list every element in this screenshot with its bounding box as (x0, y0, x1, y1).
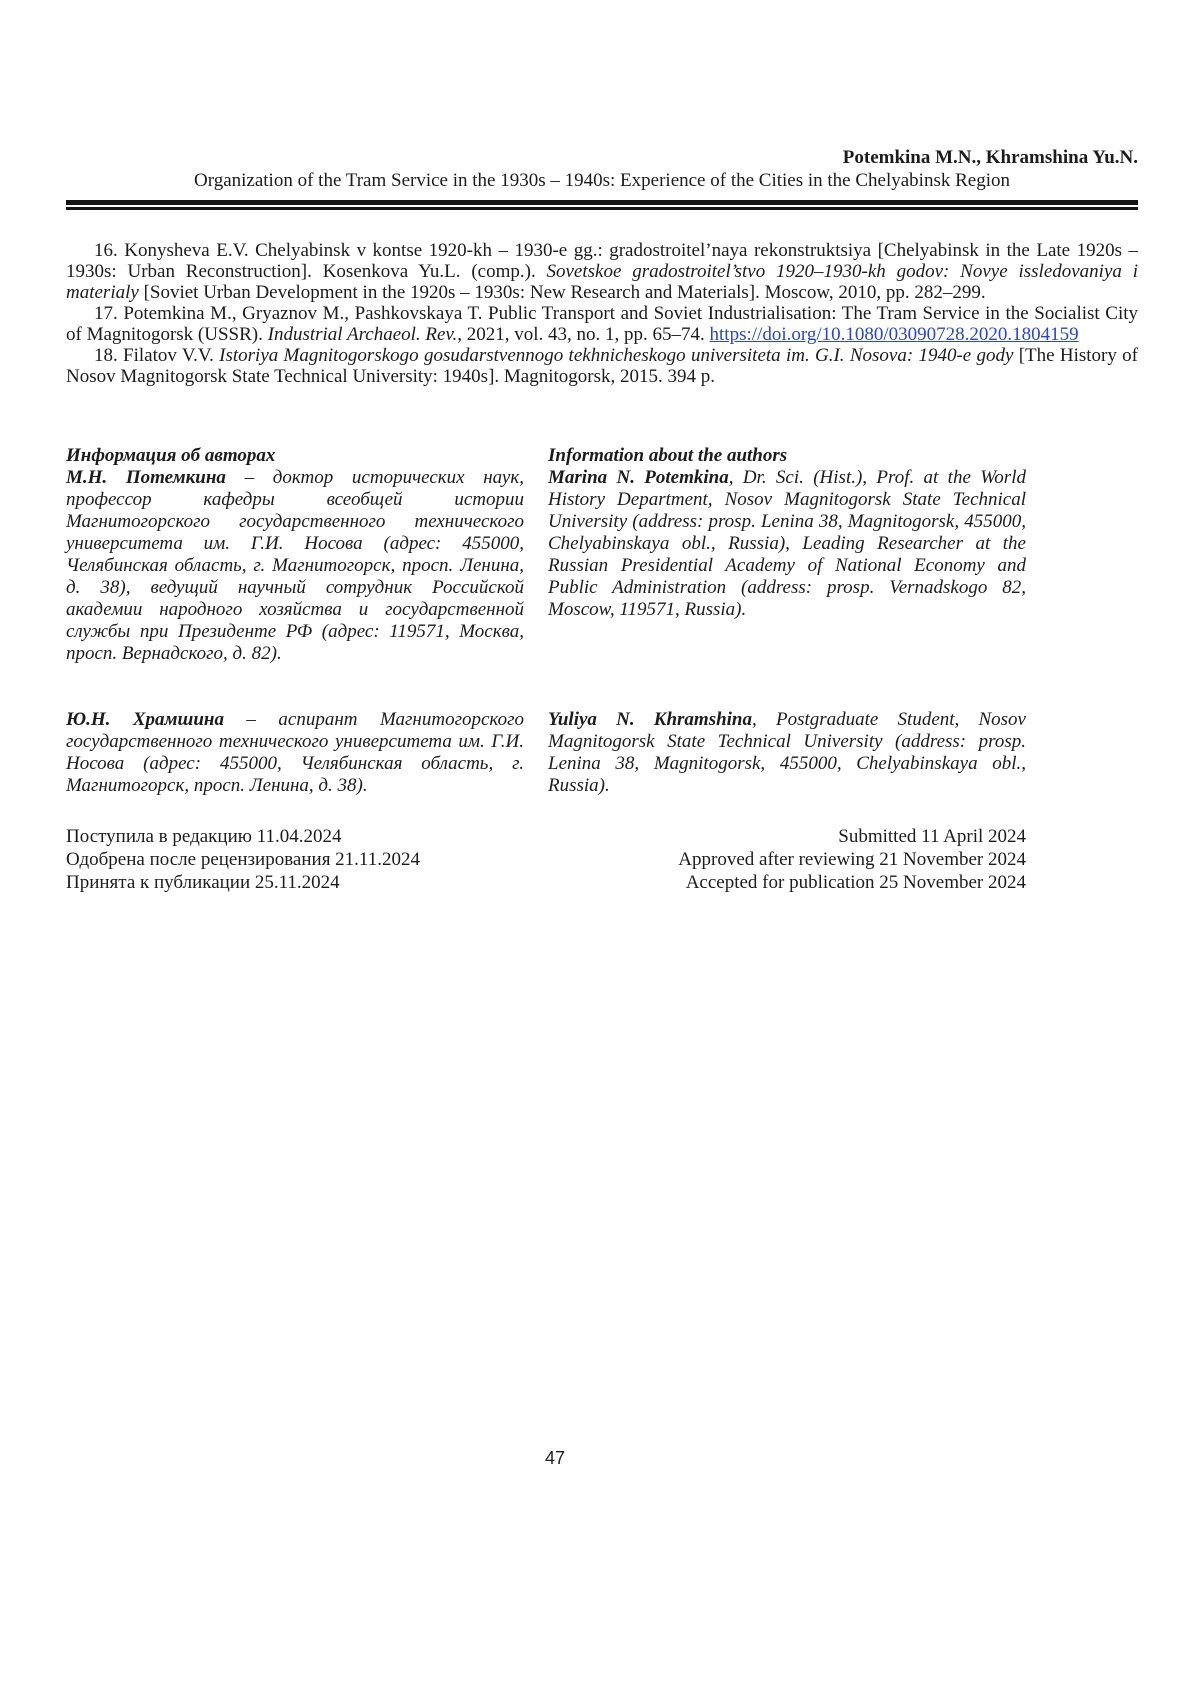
reference-16-tail: [Soviet Urban Development in the 1920s – 1930s: New Research and Materials]. Moscow, 2010, pp. 282–299. (138, 281, 986, 303)
reference-list (66, 240, 1138, 387)
date-submitted-ru: Поступила в редакцию 11.04.2024 (66, 825, 342, 847)
reference-16-source-title: Sovetskoe gradostroitel’stvo 1920–1930-kh godov: Novye issledovaniya i materialy (66, 260, 1138, 303)
reference-18-tail: [The History of Nosov Magnitogorsk State Technical University: 1940s]. Magnitogorsk, 2015. 394 p. (66, 344, 1138, 387)
running-head-authors: Potemkina M.N., Khramshina Yu.N. (842, 147, 1138, 168)
reference-item-18 (66, 345, 1138, 387)
authors-info-heading-en: Information about the authors (548, 444, 788, 466)
date-accepted-ru: Принята к публикации 25.11.2024 (66, 871, 340, 893)
author-bio-en-khramshina (548, 709, 1026, 797)
author-bio-ru-potemkina (66, 467, 524, 665)
submission-dates-en (678, 825, 1026, 894)
author-bio-en-potemkina (548, 467, 1026, 665)
reference-18-text: 18. Filatov V.V. (94, 344, 220, 366)
authors-info-section (66, 445, 1026, 797)
author-bio-text-en-khramshina: , Postgraduate Student, Nosov Magnitogorsk State Technical University (address: prosp. Lenina 38, Magnitogorsk, 455000, Chelyabinskaya obl., Russia). (548, 708, 1026, 796)
reference-17-tail: , 2021, vol. 43, no. 1, pp. 65–74. (457, 323, 710, 345)
reference-item-17 (66, 303, 1138, 345)
header-rule-thick (66, 200, 1138, 205)
author-name-ru-potemkina: М.Н. Потемкина (66, 466, 226, 488)
author-bio-text-en-potemkina: , Dr. Sci. (Hist.), Prof. at the World History Department, Nosov Magnitogorsk State Technical University (address: prosp. Lenina 38, Magnitogorsk, 455000, Chelyabinskaya obl., Russia), Leading Researcher at the Russian Presidential Academy of National Economy and Public Administration (address: prosp. Vernadskogo 82, Moscow, 119571, Russia). (548, 466, 1026, 620)
author-bio-ru-khramshina (66, 709, 524, 797)
authors-info-heading-ru: Информация об авторах (66, 444, 276, 466)
submission-dates (66, 825, 1026, 894)
reference-item-16 (66, 240, 1138, 303)
date-accepted-en: Accepted for publication 25 November 2024 (685, 871, 1026, 893)
reference-17-journal-title: Industrial Archaeol. Rev. (267, 323, 458, 345)
author-name-en-khramshina: Yuliya N. Khramshina (548, 708, 753, 730)
header-rule-thin (66, 207, 1138, 210)
running-head (66, 0, 1138, 210)
page-number: 47 (544, 1448, 566, 1468)
doi-link[interactable]: https://doi.org/10.1080/03090728.2020.1804159 (709, 323, 1079, 345)
author-bio-text-ru-khramshina: – аспирант Магнитогорского государственного технического университета им. Г.И. Носова (адрес: 455000, Челябинская область, г. Магнитогорск, просп. Ленина, д. 38). (66, 708, 524, 796)
author-name-ru-khramshina: Ю.Н. Храмшина (66, 708, 224, 730)
date-submitted-en: Submitted 11 April 2024 (838, 825, 1026, 847)
submission-dates-ru (66, 825, 420, 894)
date-approved-en: Approved after reviewing 21 November 2024 (678, 848, 1026, 870)
date-approved-ru: Одобрена после рецензирования 21.11.2024 (66, 848, 420, 870)
reference-17-text: 17. Potemkina M., Gryaznov M., Pashkovskaya T. Public Transport and Soviet Industrialisation: The Tram Service in the Socialist City of Magnitogorsk (USSR). (66, 302, 1138, 345)
running-head-title: Organization of the Tram Service in the 1930s – 1940s: Experience of the Cities in the Chelyabinsk Region (194, 170, 1010, 191)
author-bio-text-ru-potemkina: – доктор исторических наук, профессор кафедры всеобщей истории Магнитогорского государственного технического университета им. Г.И. Носова (адрес: 455000, Челябинская область, г. Магнитогорск, просп. Ленина, д. 38), ведущий научный сотрудник Российской академии народного хозяйства и государственной службы при Президенте РФ (адрес: 119571, Москва, просп. Вернадского, д. 82). (66, 466, 524, 664)
author-name-en-potemkina: Marina N. Potemkina (548, 466, 729, 488)
reference-18-book-title: Istoriya Magnitogorskogo gosudarstvennogo tekhnicheskogo universiteta im. G.I. Nosova: 1940-e gody (219, 344, 1014, 366)
reference-16-text: 16. Konysheva E.V. Chelyabinsk v kontse 1920-kh – 1930-e gg.: gradostroitel’naya rekonstruktsiya [Chelyabinsk in the Late 1920s – 1930s: Urban Reconstruction]. Kosenkova Yu.L. (comp.). (66, 239, 1138, 282)
